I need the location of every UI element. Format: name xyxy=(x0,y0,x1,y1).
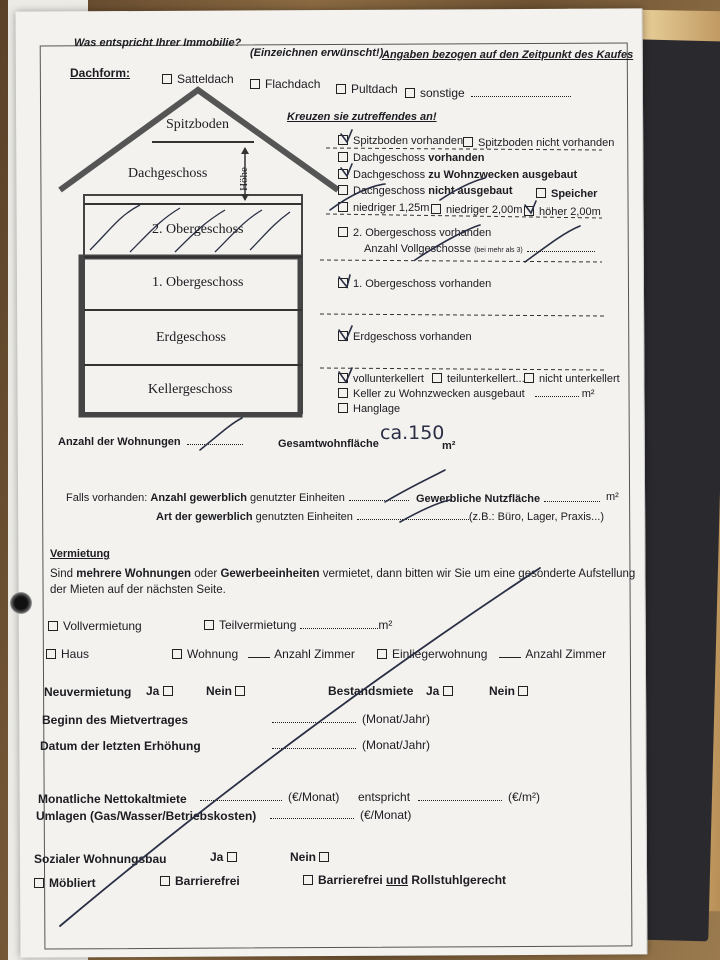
monat-jahr: (Monat/Jahr) xyxy=(362,738,431,752)
hoehe-label: Höhe xyxy=(237,167,250,191)
check-label: nicht unterkellert xyxy=(539,373,620,385)
check-label: Teilvermietung xyxy=(219,618,297,632)
check-label-bold: vorhanden xyxy=(428,152,485,164)
neuvermietung-label: Neuvermietung xyxy=(44,685,132,699)
intro-bold: Gewerbeeinheiten xyxy=(220,568,320,580)
check-label: Barrierefrei xyxy=(318,873,387,887)
anzahl-rest: genutzter Einheiten xyxy=(250,492,345,504)
monat-jahr: (Monat/Jahr) xyxy=(362,712,431,726)
check-label: niedriger 1,25m xyxy=(353,202,430,214)
floor-spitzboden: Spitzboden xyxy=(166,117,229,132)
intro-text: vermietet, dann bitten wir Sie um eine gesonderte Aufstellung xyxy=(319,568,636,580)
anzahl-label: Anzahl Vollgeschosse xyxy=(364,243,472,255)
zimmer-label: Anzahl Zimmer xyxy=(274,647,355,661)
slash xyxy=(400,500,450,522)
check-label: Barrierefrei xyxy=(175,874,240,888)
intro-bold: mehrere Wohnungen xyxy=(76,568,192,580)
ja-label: Ja xyxy=(146,684,160,698)
umlagen-label: Umlagen (Gas/Wasser/Betriebskosten) xyxy=(36,809,257,823)
nettokalt-label: Monatliche Nettokaltmiete xyxy=(38,792,187,806)
nutzflaeche-label: Gewerbliche Nutzfläche xyxy=(416,493,541,505)
floor-keller: Kellergeschoss xyxy=(148,382,233,397)
ja-label: Ja xyxy=(426,684,440,698)
check-label: höher 2,00m xyxy=(539,206,601,218)
check-label: vollunterkellert xyxy=(353,373,424,385)
checkmark xyxy=(339,275,350,287)
check-label: Rollstuhlgerecht xyxy=(408,873,507,887)
falls-label: Falls vorhanden: xyxy=(66,492,148,504)
entspricht-label: entspricht xyxy=(358,790,411,804)
check-label: 2. Obergeschoss vorhanden xyxy=(353,227,492,239)
zimmer-label: Anzahl Zimmer xyxy=(525,647,607,661)
header-note: Angaben bezogen auf den Zeitpunkt des Kaufes xyxy=(382,49,634,61)
slash xyxy=(330,184,385,210)
check-label: teilunterkellert... xyxy=(447,373,525,385)
dachform-label: Dachform: xyxy=(70,66,131,80)
gesamt-unit: m² xyxy=(442,440,456,452)
intro-text: Sind xyxy=(50,568,77,580)
floor-dachgeschoss: Dachgeschoss xyxy=(128,166,208,181)
art-rest: genutzten Einheiten xyxy=(255,511,353,523)
check-label-bold: zu Wohnzwecken ausgebaut xyxy=(428,169,578,181)
nein-label: Nein xyxy=(489,684,516,698)
eur-monat: (€/Monat) xyxy=(288,790,340,804)
checklist-title: Kreuzen sie zutreffendes an! xyxy=(287,111,437,123)
art-beispiel: (z.B.: Büro, Lager, Praxis...) xyxy=(468,511,604,523)
beginn-label: Beginn des Mietvertrages xyxy=(42,713,189,727)
datum-label: Datum der letzten Erhöhung xyxy=(40,739,201,753)
check-label-bold: nicht ausgebaut xyxy=(428,185,513,197)
anzahl-wohnungen-label: Anzahl der Wohnungen xyxy=(58,436,181,448)
check-label: Speicher xyxy=(551,188,598,200)
anzahl-bold: Anzahl gewerblich xyxy=(150,492,247,504)
check-label: Dachgeschoss xyxy=(353,185,426,197)
eur-monat: (€/Monat) xyxy=(360,808,412,822)
floor-og2: 2. Obergeschoss xyxy=(152,222,244,237)
check-label: Haus xyxy=(61,647,90,661)
check-label: Dachgeschoss xyxy=(353,152,426,164)
slash xyxy=(200,418,242,450)
anzahl-hint: (bei mehr als 3) xyxy=(474,247,523,254)
cross-out-line xyxy=(60,568,540,926)
check-label: Vollvermietung xyxy=(63,619,142,633)
check-label: Erdgeschoss vorhanden xyxy=(353,331,472,343)
check-label: Wohnung xyxy=(187,647,239,661)
check-label: Einliegerwohnung xyxy=(392,647,488,661)
header-hint: (Einzeichnen erwünscht!) xyxy=(250,47,384,59)
nein-label: Nein xyxy=(206,684,233,698)
nein-label: Nein xyxy=(290,850,317,864)
bestandsmiete-label: Bestandsmiete xyxy=(328,684,414,698)
slash xyxy=(525,226,580,262)
checkmark xyxy=(341,130,352,142)
check-label-underlined: und xyxy=(386,873,409,887)
gesamt-label: Gesamtwohnfläche xyxy=(278,438,379,450)
slash xyxy=(440,178,485,200)
eur-m2: (€/m²) xyxy=(508,790,540,804)
nutzflaeche-unit: m² xyxy=(606,491,619,503)
intro-text: oder xyxy=(191,568,221,580)
check-label: Keller zu Wohnzwecken ausgebaut xyxy=(353,388,525,400)
check-label: Spitzboden nicht vorhanden xyxy=(478,137,615,149)
checkmark xyxy=(339,326,352,340)
option-label: sonstige xyxy=(420,86,465,100)
check-label: niedriger 2,00m xyxy=(446,204,523,216)
unit-m2: m² xyxy=(581,388,595,400)
option-label: Satteldach xyxy=(177,72,234,86)
option-label: Pultdach xyxy=(351,82,398,96)
slash xyxy=(385,470,445,502)
checkmark xyxy=(339,368,352,382)
header-title: Was entspricht Ihrer Immobilie? xyxy=(74,37,242,49)
check-label: Möbliert xyxy=(49,876,96,890)
vermietung-intro-2: der Mieten auf der nächsten Seite. xyxy=(50,584,226,596)
check-label: 1. Obergeschoss vorhanden xyxy=(353,278,492,290)
checkmark xyxy=(341,164,352,176)
art-bold: Art der gewerblich xyxy=(156,511,253,523)
unit-m2: m² xyxy=(378,618,393,632)
check-label: Hanglage xyxy=(353,403,401,415)
sozial-label: Sozialer Wohnungsbau xyxy=(34,852,167,866)
vermietung-title: Vermietung xyxy=(50,548,110,560)
check-label: Dachgeschoss xyxy=(353,169,426,181)
slash xyxy=(415,225,480,260)
floor-og1: 1. Obergeschoss xyxy=(152,275,244,290)
ja-label: Ja xyxy=(210,850,224,864)
floor-eg: Erdgeschoss xyxy=(156,330,226,345)
check-label: Spitzboden vorhanden xyxy=(353,135,464,147)
checkmark xyxy=(525,201,536,213)
gesamt-handwritten-value[interactable]: ca.150 xyxy=(380,422,445,444)
option-label: Flachdach xyxy=(265,77,321,91)
